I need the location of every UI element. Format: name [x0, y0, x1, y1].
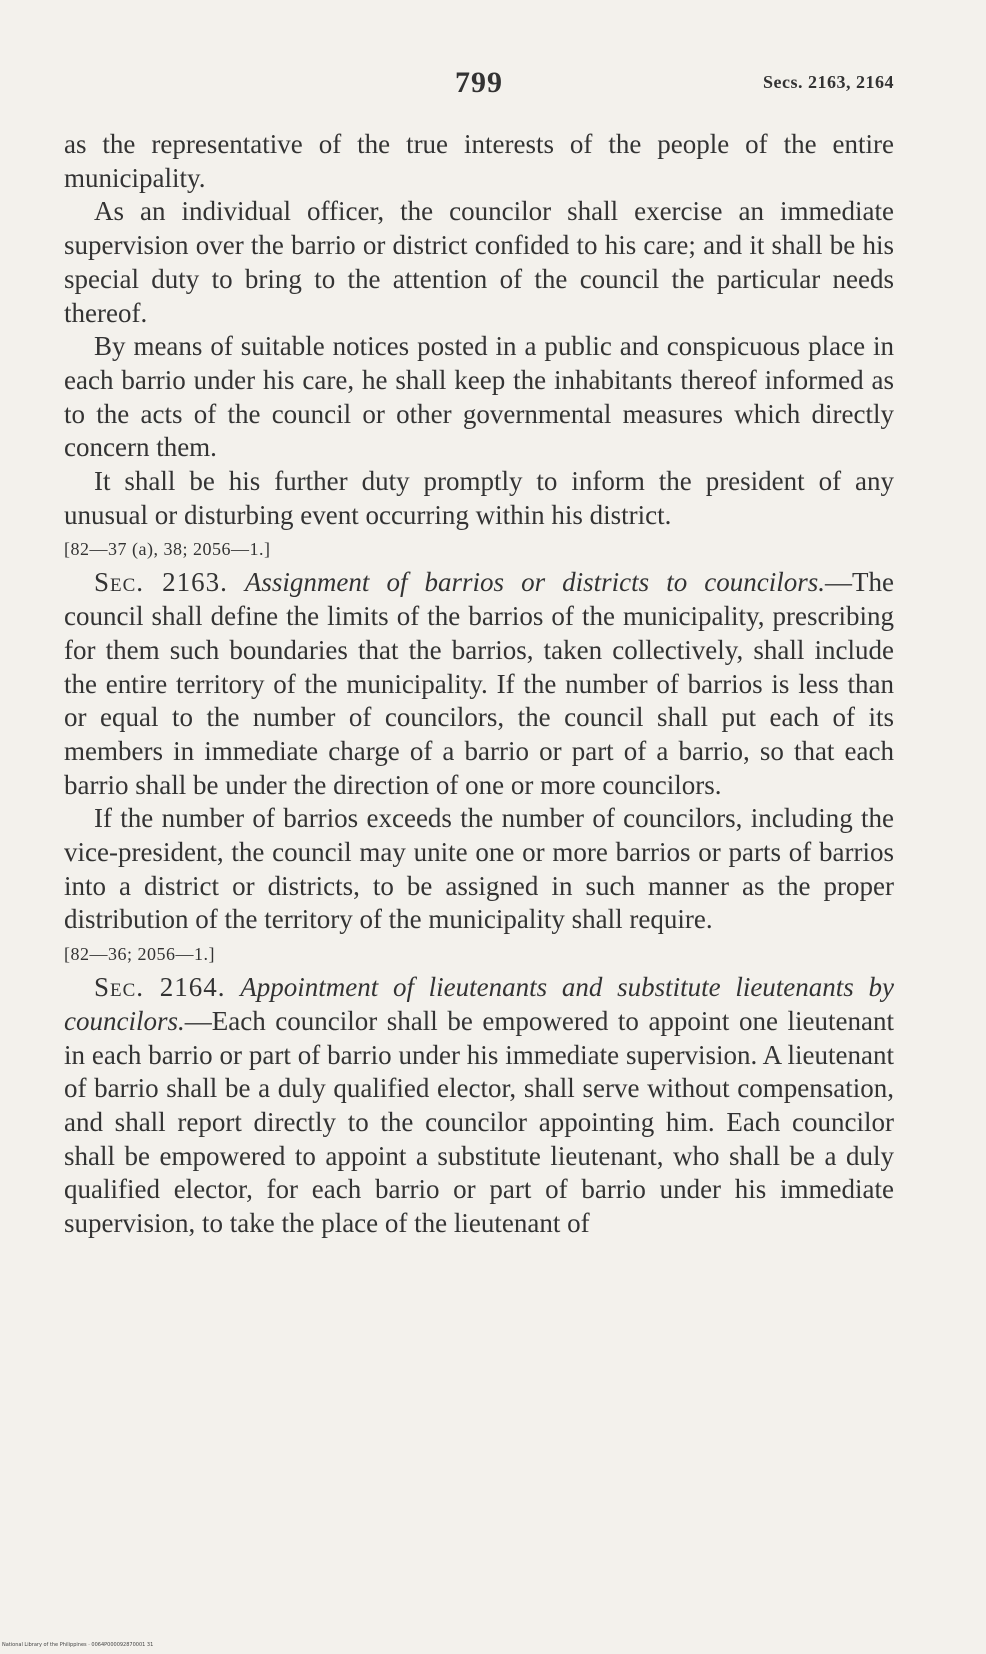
scan-footer: National Library of the Philippines · 0064P000092870001 31	[2, 1642, 154, 1648]
section-2164	[64, 971, 894, 1241]
paragraph-inform-president: It shall be his further duty promptly to inform the president of any unusual or disturbing event occurring within his district.	[64, 466, 894, 530]
paragraph-notices: By means of suitable notices posted in a public and conspicuous place in each barrio under his care, he shall keep the inhabitants thereof informed as to the acts of the council or other governmental measures which directly concern them.	[64, 331, 894, 463]
page-header	[64, 66, 894, 106]
section-2163-title: Assignment of barrios or districts to councilors.	[244, 567, 826, 598]
section-2163	[64, 566, 894, 802]
paragraph-supervision: As an individual officer, the councilor shall exercise an immediate supervision over the barrio or district confided to his care; and it shall be his special duty to bring to the attention of the council the particular needs thereof.	[64, 196, 894, 328]
section-2164-body: —Each councilor shall be empowered to appoint one lieutenant in each barrio or part of barrio under his immediate supervision. A lieutenant of barrio shall be a duly qualified elector, shall serve without compensation, and shall report directly to the councilor appointing him. Each councilor shall be empowered to appoint a substitute lieutenant, who shall be a duly qualified elector, for each barrio or part of barrio under his immediate supervision, to take the place of the lieutenant of	[64, 1005, 894, 1239]
section-2163-label: Sec. 2163.	[94, 567, 228, 598]
section-2164-title: Appointment of lieutenants and substitute lieutenants by councilors.	[64, 972, 895, 1036]
section-2164-label: Sec. 2164.	[94, 972, 226, 1003]
citation-2: [82—36; 2056—1.]	[64, 944, 215, 965]
citation-1: [82—37 (a), 38; 2056—1.]	[64, 539, 271, 560]
section-reference: Secs. 2163, 2164	[763, 72, 894, 92]
paragraph-continuation: as the representative of the true interests of the people of the entire municipality.	[64, 129, 894, 193]
section-2163-body: —The council shall define the limits of the barrios of the municipality, prescribing for them such boundaries that the barrios, taken collectively, shall include the entire territory of the municipality. If the number of barrios is less than or equal to the number of councilors, the council shall put each of its members in immediate charge of a barrio or part of a barrio, so that each barrio shall be under the direction of one or more councilors.	[64, 567, 895, 800]
page-body	[64, 128, 894, 1241]
paragraph-barrios-exceed: If the number of barrios exceeds the number of councilors, including the vice-president, the council may unite one or more barrios or parts of barrios into a district or districts, to be assigned in such manner as the proper distribution of the territory of the municipality shall require.	[64, 803, 894, 935]
page-number: 799	[455, 66, 503, 99]
